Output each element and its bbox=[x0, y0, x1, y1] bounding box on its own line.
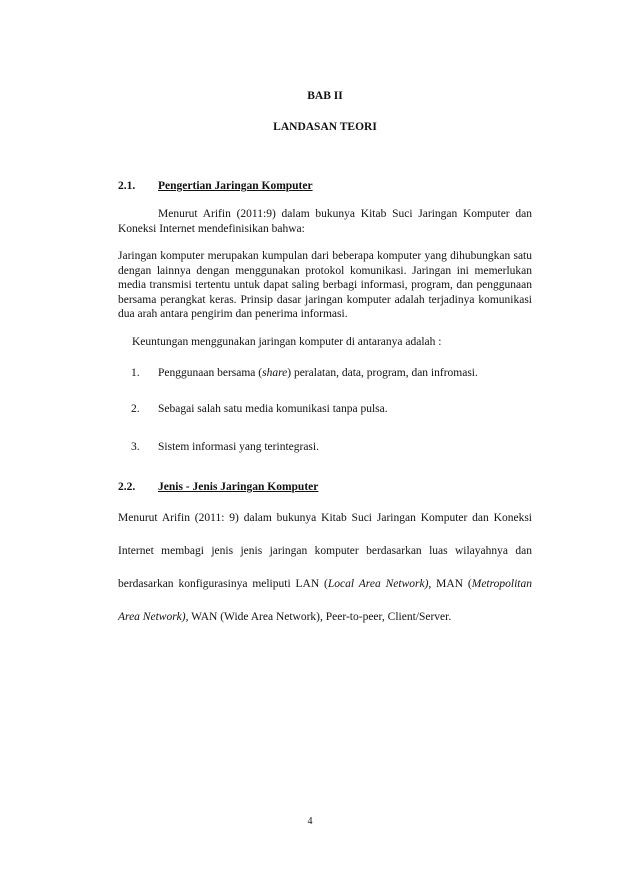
benefits-intro: Keuntungan menggunakan jaringan komputer di antaranya adalah : bbox=[132, 336, 442, 348]
lan-italic: Local Area Network), bbox=[327, 578, 432, 590]
types-text-b: MAN ( bbox=[431, 578, 472, 590]
list-item bbox=[131, 403, 388, 415]
definition-paragraph: Jaringan komputer merupakan kumpulan dari beberapa komputer yang dihubungkan satu dengan lainnya dengan menggunakan protokol komunikasi. Jaringan ini memerlukan media transmisi tertentu untuk dapat saling berbagi informasi, program, dan penggunaan bersama perangkat keras. Prinsip dasar jaringan komputer adalah terjadinya komunikasi dua arah antara pengirim dan penerima informasi. bbox=[118, 250, 532, 320]
page-number: 4 bbox=[307, 816, 313, 827]
chapter-title: LANDASAN TEORI bbox=[273, 121, 377, 133]
chapter-label: BAB II bbox=[307, 90, 343, 102]
section-heading-2-2 bbox=[118, 481, 318, 493]
section-number: 2.2. bbox=[118, 481, 136, 493]
list-text-after: ) peralatan, data, program, dan infromasi. bbox=[287, 367, 478, 379]
types-text-c: WAN (Wide Area Network), Peer-to-peer, Client/Server. bbox=[188, 611, 452, 623]
list-number: 1. bbox=[131, 367, 140, 379]
section-heading-2-1 bbox=[118, 180, 313, 192]
section-title: Pengertian Jaringan Komputer bbox=[158, 180, 313, 192]
section-title: Jenis - Jenis Jaringan Komputer bbox=[158, 481, 319, 493]
list-text: Sebagai salah satu media komunikasi tanpa pulsa. bbox=[158, 403, 388, 415]
list-text-italic: share bbox=[262, 367, 288, 379]
list-number: 2. bbox=[131, 403, 140, 415]
types-paragraph bbox=[118, 502, 532, 634]
list-text: Sistem informasi yang terintegrasi. bbox=[158, 441, 319, 453]
intro-paragraph: Menurut Arifin (2011:9) dalam bukunya Kitab Suci Jaringan Komputer dan Koneksi Internet mendefinisikan bahwa: bbox=[118, 208, 532, 235]
section-number: 2.1. bbox=[118, 180, 136, 192]
man-italic: Metropolitan Area Network), bbox=[118, 578, 532, 623]
list-text-before: Penggunaan bersama ( bbox=[158, 367, 263, 379]
list-item bbox=[131, 367, 478, 379]
types-text-a: Menurut Arifin (2011: 9) dalam bukunya Kitab Suci Jaringan Komputer dan Koneksi Internet membagi jenis jenis jaringan komputer berdasarkan luas wilayahnya dan berdasarkan konfigurasinya meliputi LAN ( bbox=[118, 512, 532, 590]
list-item bbox=[131, 441, 319, 453]
list-number: 3. bbox=[131, 441, 140, 453]
